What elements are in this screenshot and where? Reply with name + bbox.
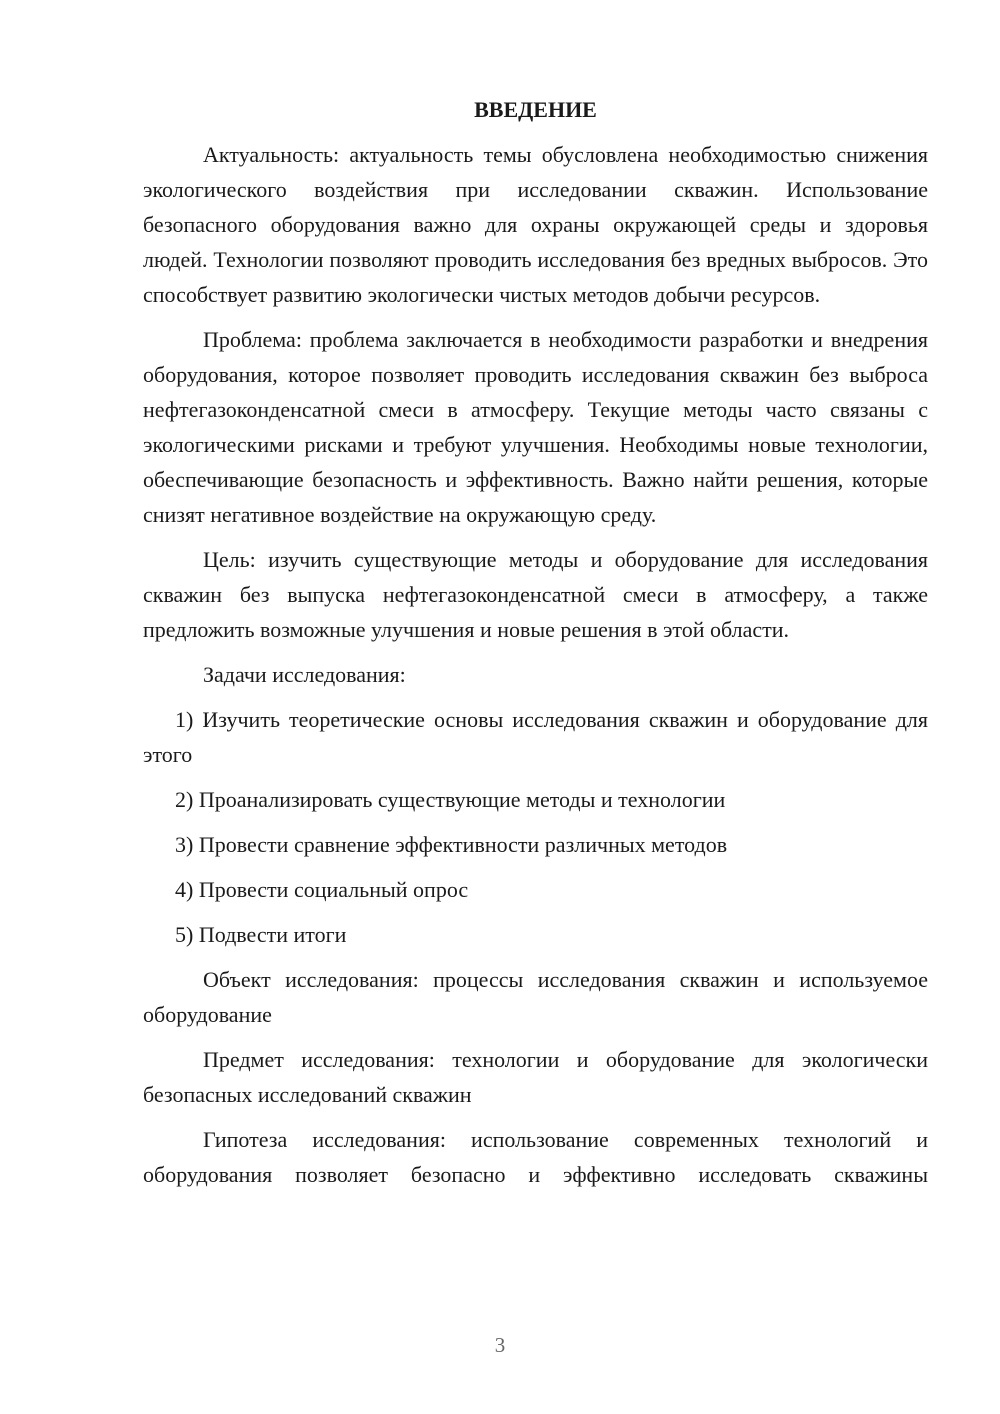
page-number: 3 <box>494 1333 506 1357</box>
task-item-3: 3) Провести сравнение эффективности различных методов <box>175 832 728 857</box>
paragraph-problem: Проблема: проблема заключается в необходимости разработки и внедрения оборудования, которое позволяет проводить исследования скважин без выброса нефтегазоконденсатной смеси в атмосферу. Текущие методы часто связаны с экологическими рисками и требуют улучшения. Необходимы новые технологии, обеспечивающие безопасность и эффективность. Важно найти решения, которые снизят негативное воздействие на окружающую среду. <box>143 327 928 527</box>
task-item-1: 1) Изучить теоретические основы исследования скважин и оборудование для этого <box>143 707 928 767</box>
tasks-heading: Задачи исследования: <box>203 662 406 687</box>
section-title: ВВЕДЕНИЕ <box>474 97 597 122</box>
paragraph-subject: Предмет исследования: технологии и оборудование для экологически безопасных исследований скважин <box>143 1047 928 1107</box>
task-item-2: 2) Проанализировать существующие методы и технологии <box>175 787 726 812</box>
document-page <box>143 92 928 1202</box>
paragraph-relevance: Актуальность: актуальность темы обусловлена необходимостью снижения экологического воздействия при исследовании скважин. Использование безопасного оборудования важно для охраны окружающей среды и здоровья людей. Технологии позволяют проводить исследования без вредных выбросов. Это способствует развитию экологически чистых методов добычи ресурсов. <box>143 142 928 307</box>
paragraph-hypothesis: Гипотеза исследования: использование современных технологий и оборудования позволяет безопасно и эффективно исследовать скважины <box>143 1127 928 1187</box>
task-item-4: 4) Провести социальный опрос <box>175 877 469 902</box>
paragraph-goal: Цель: изучить существующие методы и оборудование для исследования скважин без выпуска нефтегазоконденсатной смеси в атмосферу, а также предложить возможные улучшения и новые решения в этой области. <box>143 547 928 642</box>
task-item-5: 5) Подвести итоги <box>175 922 347 947</box>
paragraph-object: Объект исследования: процессы исследования скважин и используемое оборудование <box>143 967 928 1027</box>
